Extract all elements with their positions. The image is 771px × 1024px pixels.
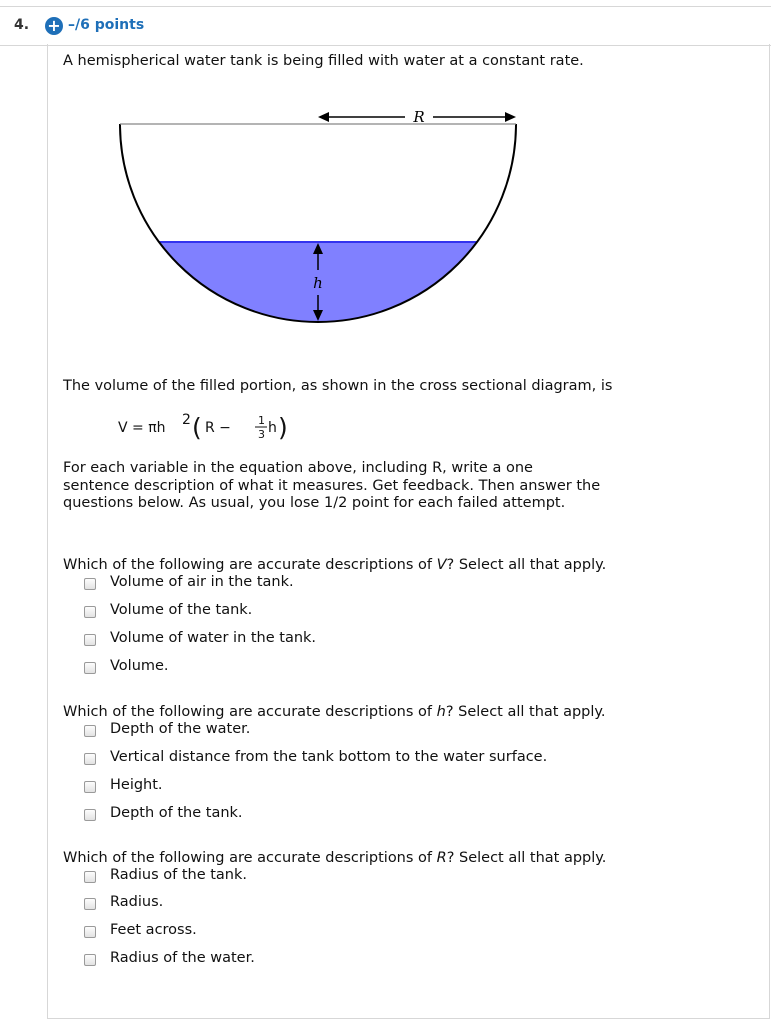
points-label: –/6 points [68,17,145,33]
option-r-3[interactable] [84,921,197,939]
option-h-2[interactable] [84,748,547,766]
option-label: Volume of air in the tank. [110,574,294,590]
checkbox[interactable] [84,578,96,590]
checkbox[interactable] [84,954,96,966]
checkbox[interactable] [84,926,96,938]
checkbox[interactable] [84,725,96,737]
prompt-variable: h [436,704,446,720]
volume-description: The volume of the filled portion, as shown in the cross sectional diagram, is [63,378,613,394]
equation-lhs: V = πh [118,420,166,436]
prompt-text: ? Select all that apply. [446,850,607,866]
option-label: Feet across. [110,922,197,938]
equation-paren-open: ( [192,413,202,442]
option-label: Depth of the water. [110,721,251,737]
equation-paren-close: ) [278,413,288,442]
prompt-text: ? Select all that apply. [446,557,607,573]
question-number: 4. [14,17,30,33]
question-h-prompt [63,704,606,720]
question-r-prompt [63,850,606,866]
problem-intro: A hemispherical water tank is being filled with water at a constant rate. [63,53,584,69]
option-h-3[interactable] [84,776,163,794]
option-label: Height. [110,777,163,793]
option-label: Volume of water in the tank. [110,630,317,646]
equation-frac-den: 3 [258,428,265,441]
checkbox[interactable] [84,809,96,821]
checkbox[interactable] [84,662,96,674]
option-label: Volume. [110,658,169,674]
option-v-1[interactable] [84,573,294,591]
prompt-variable: R [436,850,447,866]
option-label: Radius of the tank. [110,867,247,883]
checkbox[interactable] [84,634,96,646]
equation-exponent: 2 [182,412,191,428]
expand-plus-icon[interactable]: + [45,17,63,35]
option-label: Radius. [110,894,164,910]
tank-diagram [100,100,540,335]
prompt-text: Which of the following are accurate descriptions of [63,704,437,720]
option-label: Vertical distance from the tank bottom to the water surface. [110,749,548,765]
checkbox[interactable] [84,606,96,618]
radius-label: R [413,108,425,126]
checkbox[interactable] [84,898,96,910]
option-label: Depth of the tank. [110,805,243,821]
checkbox[interactable] [84,753,96,765]
prompt-text: Which of the following are accurate descriptions of [63,557,437,573]
checkbox[interactable] [84,781,96,793]
checkbox[interactable] [84,871,96,883]
radius-arrowhead-right [505,112,516,122]
option-h-4[interactable] [84,804,243,822]
question-v-prompt [63,557,606,573]
equation-frac-num: 1 [258,414,265,427]
prompt-text: ? Select all that apply. [445,704,606,720]
option-r-4[interactable] [84,949,255,967]
prompt-text: Which of the following are accurate descriptions of [63,850,437,866]
option-label: Radius of the water. [110,950,255,966]
option-v-4[interactable] [84,657,169,675]
option-v-2[interactable] [84,601,252,619]
depth-label: h [313,274,323,292]
question-header [0,6,771,46]
option-h-1[interactable] [84,720,250,738]
option-label: Volume of the tank. [110,602,253,618]
volume-equation [118,405,318,451]
prompt-variable: V [436,557,447,573]
radius-arrowhead-left [318,112,329,122]
equation-h-term: h [268,420,277,436]
equation-r-term: R − [205,420,231,436]
option-v-3[interactable] [84,629,316,647]
instructions-paragraph: For each variable in the equation above, including R, write a one sentence description of what it measures. Get feedback. Then answer the questions below. As usual, you lose 1/2 point for each failed attempt. [63,460,601,511]
option-r-2[interactable] [84,893,163,911]
option-r-1[interactable] [84,866,247,884]
